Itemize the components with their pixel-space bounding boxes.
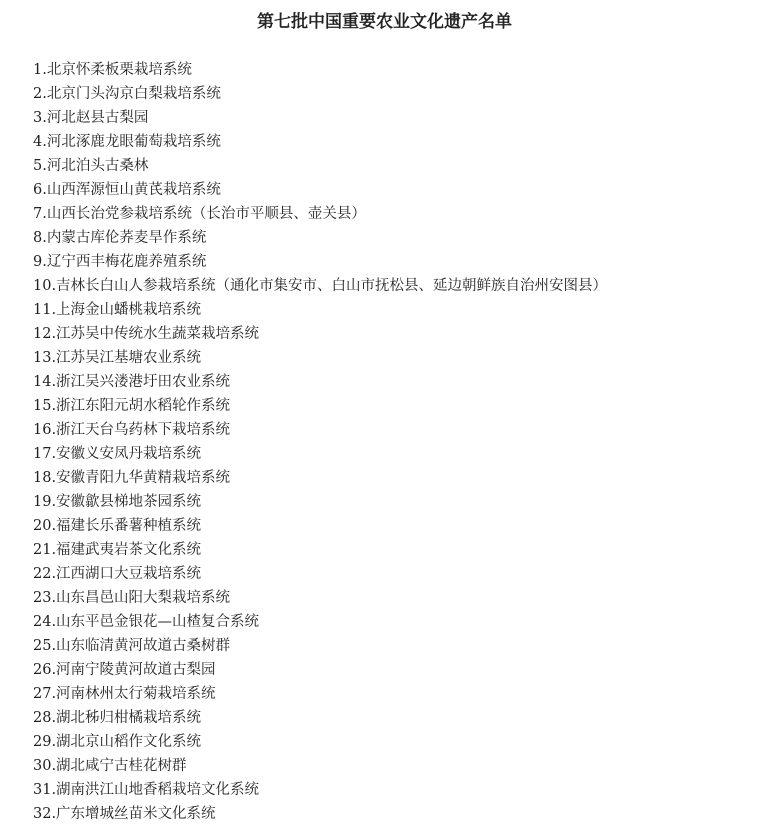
list-item: 11.上海金山蟠桃栽培系统 <box>33 302 202 318</box>
list-item: 10.吉林长白山人参栽培系统（通化市集安市、白山市抚松县、延边朝鲜族自治州安图县） <box>33 278 608 294</box>
list-item: 27.河南林州太行菊栽培系统 <box>33 686 216 702</box>
list-item: 26.河南宁陵黄河故道古梨园 <box>33 662 216 678</box>
list-item: 8.内蒙古库伦荞麦旱作系统 <box>33 230 207 246</box>
list-item: 20.福建长乐番薯种植系统 <box>33 518 202 534</box>
list-item: 6.山西浑源恒山黄芪栽培系统 <box>33 182 221 198</box>
list-item: 9.辽宁西丰梅花鹿养殖系统 <box>33 254 207 270</box>
list-item: 32.广东增城丝苗米文化系统 <box>33 806 216 822</box>
list-item: 21.福建武夷岩茶文化系统 <box>33 542 202 558</box>
list-item: 12.江苏吴中传统水生蔬菜栽培系统 <box>33 326 260 342</box>
list-item: 17.安徽义安凤丹栽培系统 <box>33 446 202 462</box>
list-item: 2.北京门头沟京白梨栽培系统 <box>33 86 221 102</box>
page-title: 第七批中国重要农业文化遗产名单 <box>257 12 512 32</box>
list-item: 13.江苏吴江基塘农业系统 <box>33 350 202 366</box>
list-item: 5.河北泊头古桑林 <box>33 158 149 174</box>
list-item: 15.浙江东阳元胡水稻轮作系统 <box>33 398 231 414</box>
list-item: 7.山西长治党参栽培系统（长治市平顺县、壶关县） <box>33 206 366 222</box>
list-item: 31.湖南洪江山地香稻栽培文化系统 <box>33 782 260 798</box>
list-item: 23.山东昌邑山阳大梨栽培系统 <box>33 590 231 606</box>
list-item: 30.湖北咸宁古桂花树群 <box>33 758 187 774</box>
heritage-list <box>33 58 607 826</box>
list-item: 3.河北赵县古梨园 <box>33 110 149 126</box>
list-item: 28.湖北秭归柑橘栽培系统 <box>33 710 202 726</box>
list-item: 22.江西湖口大豆栽培系统 <box>33 566 202 582</box>
list-item: 1.北京怀柔板栗栽培系统 <box>33 62 192 78</box>
list-item: 16.浙江天台乌药林下栽培系统 <box>33 422 231 438</box>
list-item: 19.安徽歙县梯地茶园系统 <box>33 494 202 510</box>
list-item: 4.河北涿鹿龙眼葡萄栽培系统 <box>33 134 221 150</box>
list-item: 18.安徽青阳九华黄精栽培系统 <box>33 470 231 486</box>
list-item: 29.湖北京山稻作文化系统 <box>33 734 202 750</box>
list-item: 24.山东平邑金银花—山楂复合系统 <box>33 614 260 630</box>
list-item: 14.浙江吴兴溇港圩田农业系统 <box>33 374 231 390</box>
list-item: 25.山东临清黄河故道古桑树群 <box>33 638 231 654</box>
